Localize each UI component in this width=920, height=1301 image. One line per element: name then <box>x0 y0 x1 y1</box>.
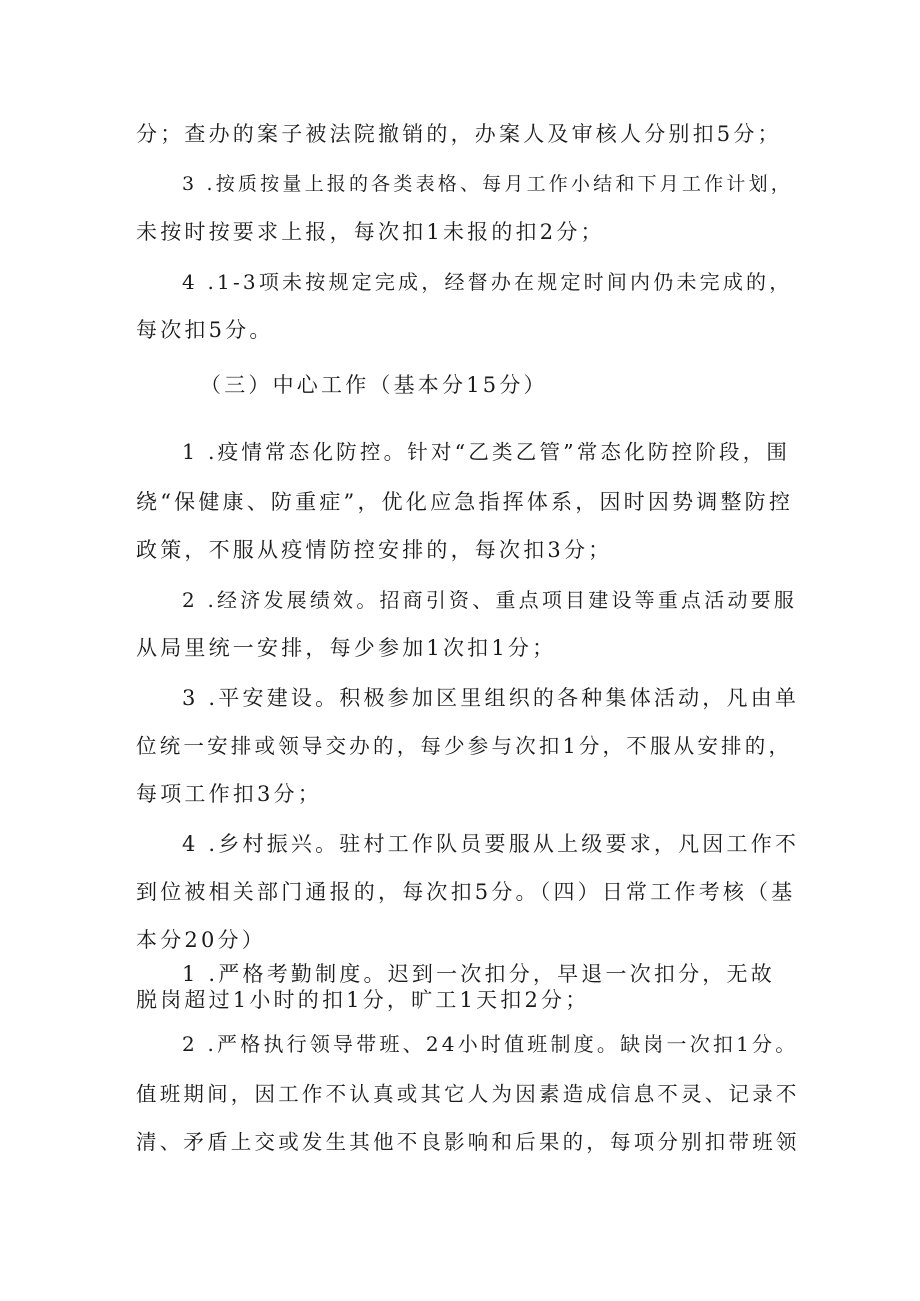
text-line: 从局里统一安排，每少参加1次扣1分； <box>136 636 557 660</box>
text-line: 1 .疫情常态化防控。针对“乙类乙管”常态化防控阶段，围 <box>182 440 791 464</box>
text-line: 位统一安排或领导交办的，每少参与次扣1分，不服从安排的， <box>136 734 793 758</box>
text-line: 绕“保健康、防重症”，优化应急指挥体系，因时因势调整防控 <box>136 490 794 514</box>
text-line: 1 .严格考勤制度。迟到一次扣分，早退一次扣分，无故 <box>182 962 775 986</box>
text-line: 本分20分） <box>136 928 266 952</box>
text-line: 3 .平安建设。积极参加区里组织的各种集体活动，凡由单 <box>182 686 800 710</box>
section-heading: （三）中心工作（基本分15分） <box>200 373 548 397</box>
text-line: 4 .乡村振兴。驻村工作队员要服从上级要求，凡因工作不 <box>182 832 800 856</box>
text-line: 每项工作扣3分； <box>136 782 322 806</box>
text-line: 2 .经济发展绩效。招商引资、重点项目建设等重点活动要服 <box>182 588 798 612</box>
text-line: 清、矛盾上交或发生其他不良影响和后果的，每项分别扣带班领 <box>136 1130 800 1154</box>
text-line: 分；查办的案子被法院撤销的，办案人及审核人分别扣5分； <box>136 122 782 146</box>
text-line: 政策，不服从疫情防控安排的，每次扣3分； <box>136 538 613 562</box>
text-line: 3 .按质按量上报的各类表格、每月工作小结和下月工作计划， <box>182 173 793 195</box>
text-line: 未按时按要求上报，每次扣1未报的扣2分； <box>136 220 605 244</box>
text-line: 值班期间，因工作不认真或其它人为因素造成信息不灵、记录不 <box>136 1082 800 1106</box>
text-line: 每次扣5分。 <box>136 318 274 342</box>
text-line: 到位被相关部门通报的，每次扣5分。（四）日常工作考核（基 <box>136 880 796 904</box>
text-line: 脱岗超过1小时的扣1分，旷工1天扣2分； <box>136 988 590 1012</box>
text-line: 2 .严格执行领导带班、24小时值班制度。缺岗一次扣1分。 <box>182 1032 799 1056</box>
text-line: 4 .1-3项未按规定完成，经督办在规定时间内仍未完成的， <box>182 270 793 294</box>
